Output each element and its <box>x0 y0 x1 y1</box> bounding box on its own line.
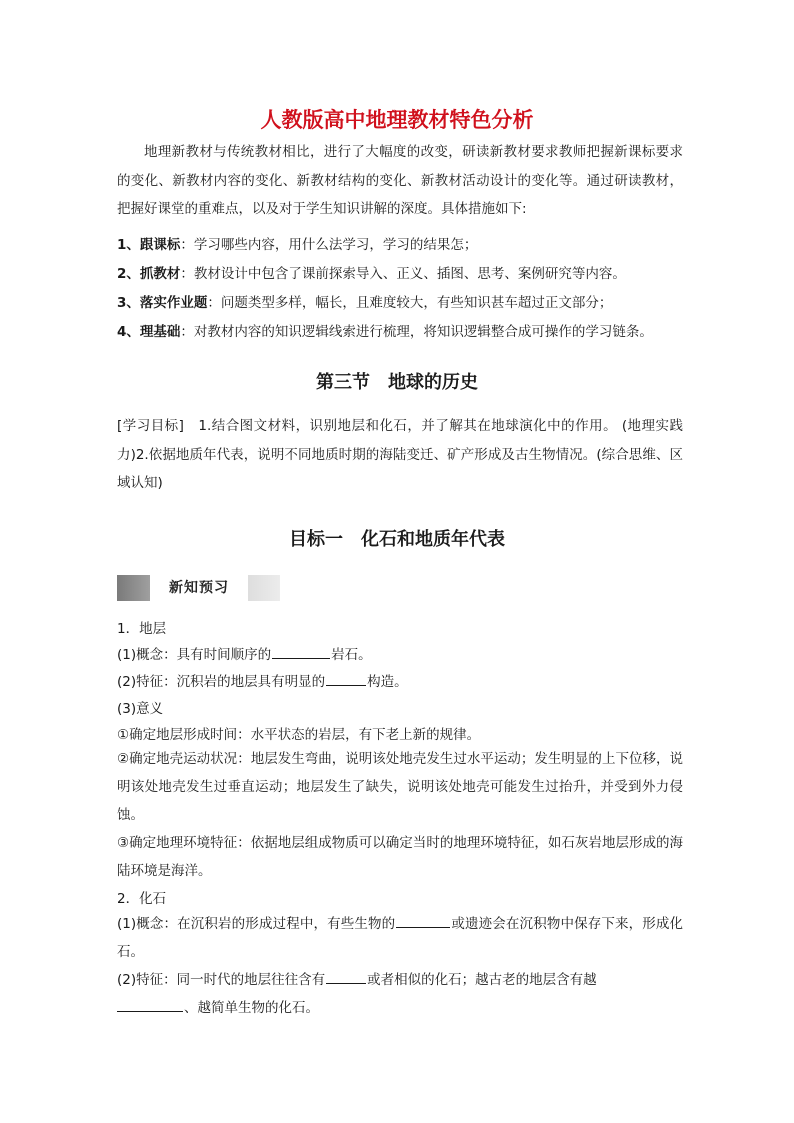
section-title: 第三节 地球的历史 <box>316 372 478 393</box>
strata-significance: (3)意义 <box>117 701 164 717</box>
measure-label: 4、理基础 <box>117 324 181 340</box>
measure-label: 1、跟课标 <box>117 237 181 253</box>
strata-concept <box>117 643 683 663</box>
fossil-concept <box>117 910 683 966</box>
significance-time: ①确定地层形成时间：水平状态的岩层，有下老上新的规律。 <box>117 727 481 743</box>
text-fragment: 岩石。 <box>331 647 372 663</box>
text-fragment: 、越简单生物的化石。 <box>184 1000 319 1016</box>
measure-text: ：问题类型多样，幅长，且难度较大，有些知识甚车超过正文部分； <box>207 295 613 311</box>
answer-blank[interactable] <box>117 997 183 1012</box>
measure-item <box>117 320 683 340</box>
text-fragment: 或者相似的化石；越古老的地层含有越 <box>367 972 597 988</box>
band-label: 新知预习 <box>150 575 248 601</box>
significance-environment: ③确定地理环境特征：依据地层组成物质可以确定当时的地理环境特征，如石灰岩地层形成的海陆环境是海洋。 <box>117 835 683 879</box>
text-fragment: 构造。 <box>367 674 408 690</box>
text-fragment: (2)特征：沉积岩的地层具有明显的 <box>117 674 326 690</box>
text-fragment: (2)特征：同一时代的地层往往含有 <box>117 972 326 988</box>
document-title: 人教版高中地理教材特色分析 <box>260 108 534 132</box>
text-fragment: (1)概念：具有时间顺序的 <box>117 647 272 663</box>
measure-text: ：教材设计中包含了课前探索导入、正义、插图、思考、案例研究等内容。 <box>180 266 626 282</box>
measure-item <box>117 291 683 311</box>
heading-fossils: 2．化石 <box>117 891 167 907</box>
heading-strata: 1．地层 <box>117 621 167 637</box>
section-band <box>117 575 280 601</box>
text-fragment: 或遗迹会在沉积物中保存下来，形成化石。 <box>117 916 684 960</box>
answer-blank[interactable] <box>272 644 330 659</box>
intro-paragraph: 地理新教材与传统教材相比，进行了大幅度的改变，研读新教材要求教师把握新课标要求的变化、新教材内容的变化、新教材结构的变化、新教材活动设计的变化等。通过研读教材，把握好课堂的重难点，以及对于学生知识讲解的深度。具体措施如下: <box>117 144 683 217</box>
measure-text: ：对教材内容的知识逻辑线索进行梳理，将知识逻辑整合成可操作的学习链条。 <box>180 324 653 340</box>
strata-feature <box>117 670 683 690</box>
measure-text: ：学习哪些内容，用什么法学习，学习的结果怎； <box>180 237 478 253</box>
measure-item <box>117 233 683 253</box>
learning-goals: [学习目标] 1.结合图文材料，识别地层和化石，并了解其在地球演化中的作用。 (地理实践力)2.依据地质年代表，说明不同地质时期的海陆变迁、矿产形成及古生物情况。(综合思维、区域认知) <box>117 418 683 491</box>
fossil-feature <box>117 966 683 1022</box>
target-title: 目标一 化石和地质年代表 <box>289 529 505 550</box>
measure-label: 3、落实作业题 <box>117 295 208 311</box>
text-fragment: (1)概念：在沉积岩的形成过程中，有些生物的 <box>117 916 396 932</box>
answer-blank[interactable] <box>396 913 450 928</box>
answer-blank[interactable] <box>326 969 366 984</box>
measure-item <box>117 262 683 282</box>
measure-label: 2、抓教材 <box>117 266 181 282</box>
significance-crust: ②确定地壳运动状况：地层发生弯曲，说明该处地壳发生过水平运动；发生明显的上下位移，说明该处地壳发生过垂直运动；地层发生了缺失，说明该处地壳可能发生过抬升，并受到外力侵蚀。 <box>117 751 683 823</box>
answer-blank[interactable] <box>326 671 366 686</box>
